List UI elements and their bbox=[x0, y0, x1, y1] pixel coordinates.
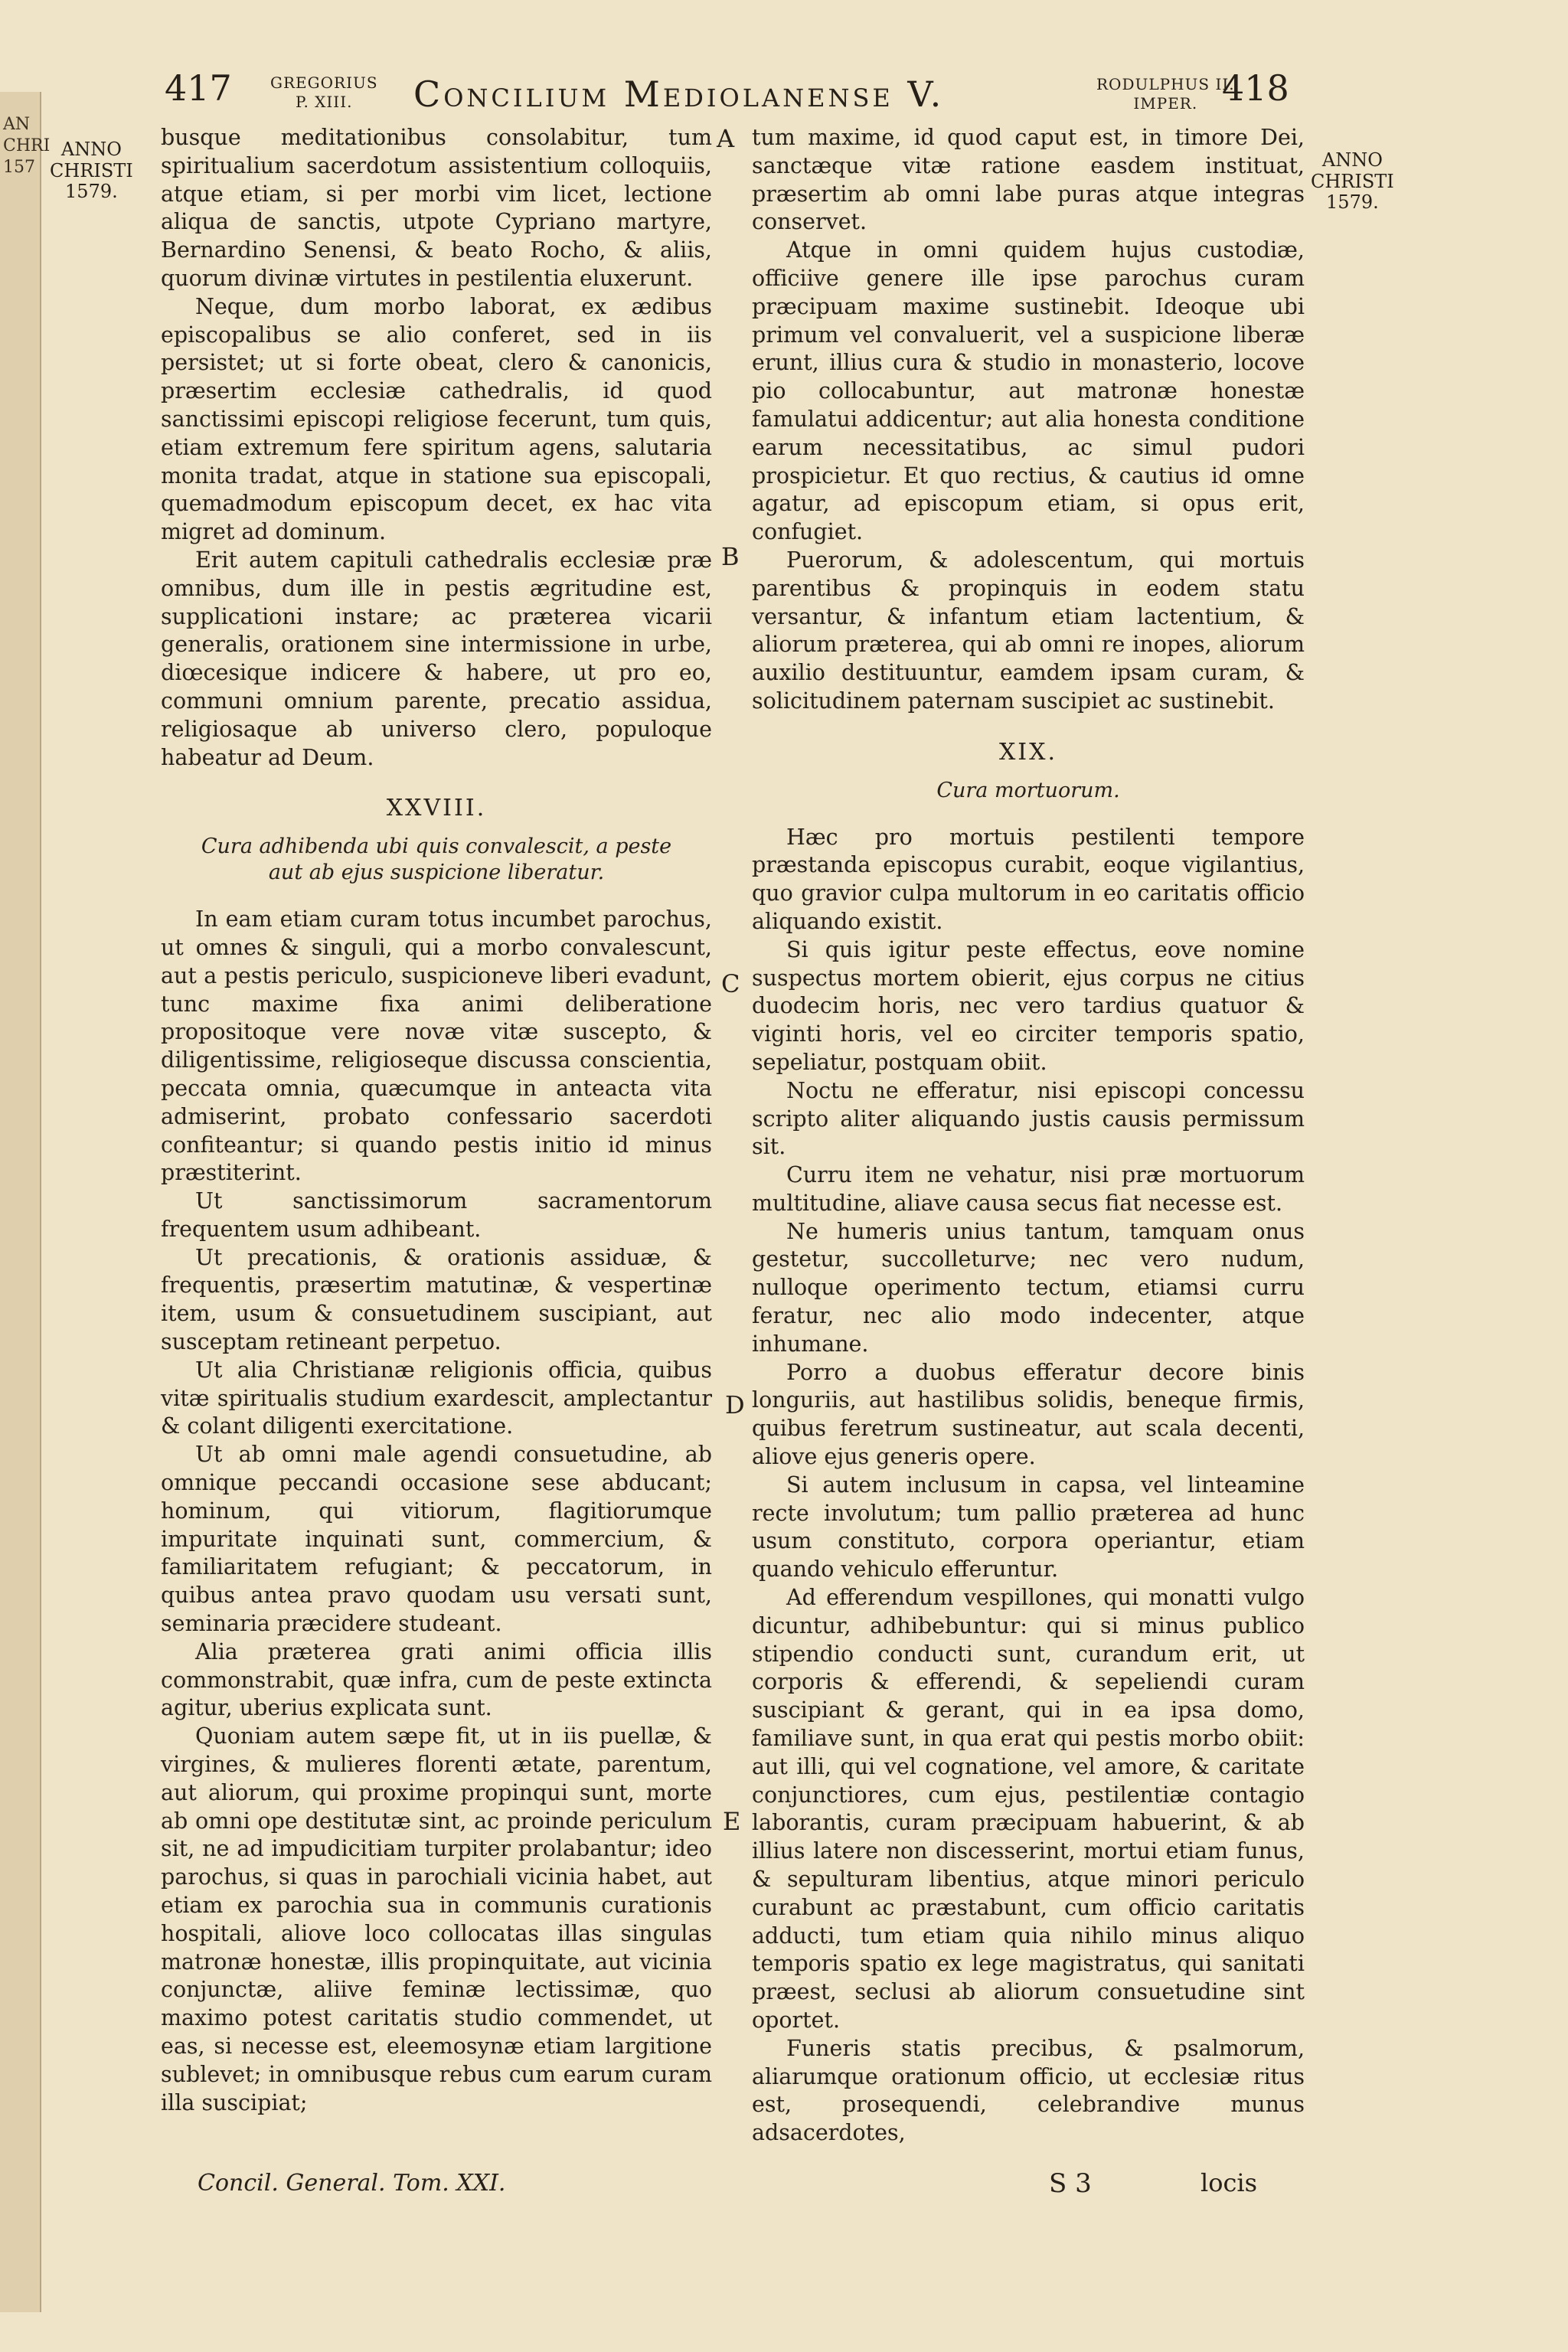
pope-name: GREGORIUS bbox=[270, 74, 378, 92]
left-column bbox=[161, 124, 712, 2117]
emperor-title: IMPER. bbox=[1133, 94, 1198, 113]
year-value: 1579. bbox=[1326, 191, 1379, 214]
paragraph: Noctu ne efferatur, nisi episcopi concessu scripto aliter aliquando justis causis permissum sit. bbox=[752, 1077, 1305, 1160]
paragraph: Ut alia Christianæ religionis officia, quibus vitæ spiritualis studium exardescit, amplectantur & colant diligenti exercitatione. bbox=[161, 1357, 712, 1439]
paragraph: Ut ab omni male agendi consuetudine, ab omnique peccandi occasione sese abducant; hominum, qui vitiorum, flagitiorumque impuritate inquinati sunt, commercium, & familiaritatem refugiant; & peccatorum, in quibus antea pravo quodam usu versati sunt, seminaria præcidere studeant. bbox=[161, 1442, 712, 1637]
paragraph: Ne humeris unius tantum, tamquam onus gestetur, succolleturve; nec vero nudum, nulloque operimento tectum, etiamsi curru feratur, nec alio modo indecenter, atque inhumane. bbox=[752, 1218, 1305, 1357]
emperor-name: RODULPHUS II. bbox=[1096, 75, 1235, 93]
section-marker-e: E bbox=[723, 1807, 741, 1836]
paragraph: Ad efferendum vespillones, qui monatti vulgo dicuntur, adhibebuntur: qui si minus publico stipendio conducti sunt, curandum erit, ut corporis & efferendi, & sepeliendi curam suscipiant & gerant, qui in ea ipsa domo, familiave sunt, in qua erat qui pestis morbo obiit: aut illi, qui vel cognatione, vel amore, & caritate conjunctiores, cum ejus, pestilentiæ contagio laborantis, curam præcipuam habuerint, & ab illius latere non discesserint, mortui etiam funus, & sepulturam libentius, atque minori periculo curabunt ac præstabunt, cum officio caritatis adducti, tum etiam quia nihilo minus aliquo temporis spatio ex lege magistratus, qui sanitati præest, seclusi ab aliorum consuetudine sint oportet. bbox=[752, 1585, 1305, 2033]
year-value: 1579. bbox=[65, 181, 118, 203]
paragraph: Curru item ne vehatur, nisi præ mortuorum multitudine, aliave causa secus fiat necesse est. bbox=[752, 1162, 1305, 1216]
section-title: Cura adhibenda ubi quis convalescit, a peste aut ab ejus suspicione liberatur. bbox=[201, 835, 672, 885]
year-note-left bbox=[50, 139, 133, 203]
sliver-line-2: CHRI bbox=[3, 136, 51, 155]
paragraph: tum maxime, id quod caput est, in timore Dei, sanctæque vitæ ratione easdem instituat, præsertim ab omni labe puras atque integras conservet. bbox=[752, 125, 1305, 235]
paragraph: Porro a duobus efferatur decore binis longuriis, aut hastilibus solidis, beneque firmis, quibus feretrum sustineatur, aut scala decenti, aliove ejus generis opere. bbox=[752, 1359, 1305, 1470]
section-marker-c: C bbox=[721, 969, 740, 998]
anno-word: ANNO bbox=[60, 139, 122, 160]
sliver-line-1: AN bbox=[3, 115, 31, 134]
year-note-right bbox=[1311, 150, 1394, 214]
paragraph: Si quis igitur peste effectus, eove nomine suspectus mortem obierit, ejus corpus ne citius duodecim horis, nec vero tardius quatuor & viginti horis, vel eo circiter temporis spatio, sepeliatur, postquam obiit. bbox=[752, 936, 1305, 1075]
paragraph: Puerorum, & adolescentum, qui mortuis parentibus & propinquis in eodem statu versantur, & infantum etiam lactentium, & aliorum præterea, qui ab omni re inopes, aliorum auxilio destituuntur, eamdem ipsam curam, & solicitudinem paternam suscipiet ac sustinebit. bbox=[752, 547, 1305, 714]
paragraph: Quoniam autem sæpe fit, ut in iis puellæ, & virgines, & mulieres florenti ætate, parentum, aut aliorum, qui proxime propinqui sunt, morte ab omni ope destitutæ sint, ac proinde periculum sit, ne ad impudicitiam turpiter prolabantur; ideo parochus, si quas in parochiali vicinia habet, aut etiam ex parochia sua in communis curationis hospitali, aliove loco collocatas illas singulas matronæ honestæ, illis propinquitate, aut vicinia conjunctæ, aliive feminæ lectissimæ, quo maximo potest caritatis studio commendet, ut eas, si necesse est, eleemosynæ etiam largitione sublevet; in omnibusque rebus cum earum curam illa suscipiat; bbox=[161, 1723, 712, 2115]
paragraph: Ut sanctissimorum sacramentorum frequentem usum adhibeant. bbox=[161, 1188, 712, 1242]
section-marker-b: B bbox=[721, 542, 740, 571]
emperor-heading bbox=[1096, 75, 1235, 113]
paragraph: Atque in omni quidem hujus custodiæ, officiive genere ille ipse parochus curam præcipuam maxime sustinebit. Ideoque ubi primum vel convaluerit, vel a suspicione liberæ erunt, illius cura & studio in monasterio, locove pio collocabuntur, aut matronæ honestæ famulatui addicentur; aut alia honesta conditione earum necessitatibus, ac simul pudori prospicietur. Et quo rectius, & cautius id omne agatur, ad episcopum etiam, si opus erit, confugiet. bbox=[752, 237, 1305, 545]
running-title: Concilium Mediolanense V. bbox=[413, 74, 945, 115]
paragraph: Erit autem capituli cathedralis ecclesiæ præ omnibus, dum ille in pestis ægritudine est, supplicationi instare; ac præterea vicarii generalis, orationem sine intermissione in urbe, diœcesique indicere & habere, ut pro eo, communi omnium parente, precatio assidua, religiosaque ab universo clero, populoque habeatur ad Deum. bbox=[161, 547, 712, 770]
paragraph: Ut precationis, & orationis assiduæ, & frequentis, præsertim matutinæ, & vespertinæ item, usum & consuetudinem suscipiant, aut susceptam retineant perpetuo. bbox=[161, 1244, 712, 1355]
signature-mark: S 3 bbox=[1049, 2168, 1092, 2199]
right-column bbox=[752, 124, 1305, 2148]
section-number: XIX. bbox=[998, 738, 1058, 766]
paragraph: Hæc pro mortuis pestilenti tempore præstanda episcopus curabit, eoque vigilantius, quo gravior culpa multorum in eo caritatis officio aliquando existit. bbox=[752, 824, 1305, 934]
section-title: Cura mortuorum. bbox=[936, 778, 1120, 802]
christi-word: CHRISTI bbox=[50, 159, 133, 181]
paragraph: busque meditationibus consolabitur, tum spiritualium sacerdotum assistentium colloquiis, atque etiam, si per morbi vim licet, lectione aliqua de sanctis, utpote Cypriano martyre, Bernardino Senensi, & beato Rocho, & aliis, quorum divinæ virtutes in pestilentia eluxerunt. bbox=[161, 125, 712, 291]
paragraph: In eam etiam curam totus incumbet parochus, ut omnes & singuli, qui a morbo convalescunt, aut a pestis periculo, suspicioneve liberi evadunt, tunc maxime fixa animi deliberatione propositoque vere novæ vitæ suscepto, & diligentissime, religioseque discussa conscientia, peccata omnia, quæcumque in anteacta vita admiserint, probato confessario sacerdoti confiteantur; si quando pestis initio id minus præstiterint. bbox=[161, 906, 712, 1186]
sliver-line-3: 157 bbox=[3, 158, 35, 177]
christi-word: CHRISTI bbox=[1311, 170, 1394, 192]
pope-heading bbox=[270, 74, 378, 112]
anno-word: ANNO bbox=[1321, 149, 1383, 171]
catchword: locis bbox=[1200, 2168, 1258, 2197]
section-marker-a: A bbox=[717, 124, 735, 153]
paragraph: Neque, dum morbo laborat, ex ædibus episcopalibus se alio conferet, sed in iis persistet; ut si forte obeat, clero & canonicis, præsertim ecclesiæ cathedralis, id quod sanctissimi episcopi religiose fecerunt, tum quis, etiam extremum fere spiritum agens, salutaria monita tradat, atque in statione sua episcopali, quemadmodum episcopum decet, ex hac vita migret ad dominum. bbox=[161, 293, 712, 545]
paragraph: Si autem inclusum in capsa, vel linteamine recte involutum; tum pallio præterea ad hunc usum constituto, corpora operiantur, etiam quando vehiculo efferuntur. bbox=[752, 1472, 1305, 1583]
page-number-left: 417 bbox=[165, 67, 232, 109]
section-number: XXVIII. bbox=[386, 795, 487, 822]
adjacent-page-edge bbox=[0, 92, 51, 2312]
pope-number: P. XIII. bbox=[296, 93, 353, 111]
volume-footer: Concil. General. Tom. XXI. bbox=[198, 2170, 506, 2197]
section-marker-d: D bbox=[725, 1390, 745, 1419]
page-number-right: 418 bbox=[1222, 67, 1289, 109]
paragraph: Funeris statis precibus, & psalmorum, aliarumque orationum officio, ut ecclesiæ ritus est, prosequendi, celebrandive munus adsacerdotes, bbox=[752, 2035, 1305, 2146]
paragraph: Alia præterea grati animi officia illis commonstrabit, quæ infra, cum de peste extincta agitur, uberius explicata sunt. bbox=[161, 1638, 712, 1721]
